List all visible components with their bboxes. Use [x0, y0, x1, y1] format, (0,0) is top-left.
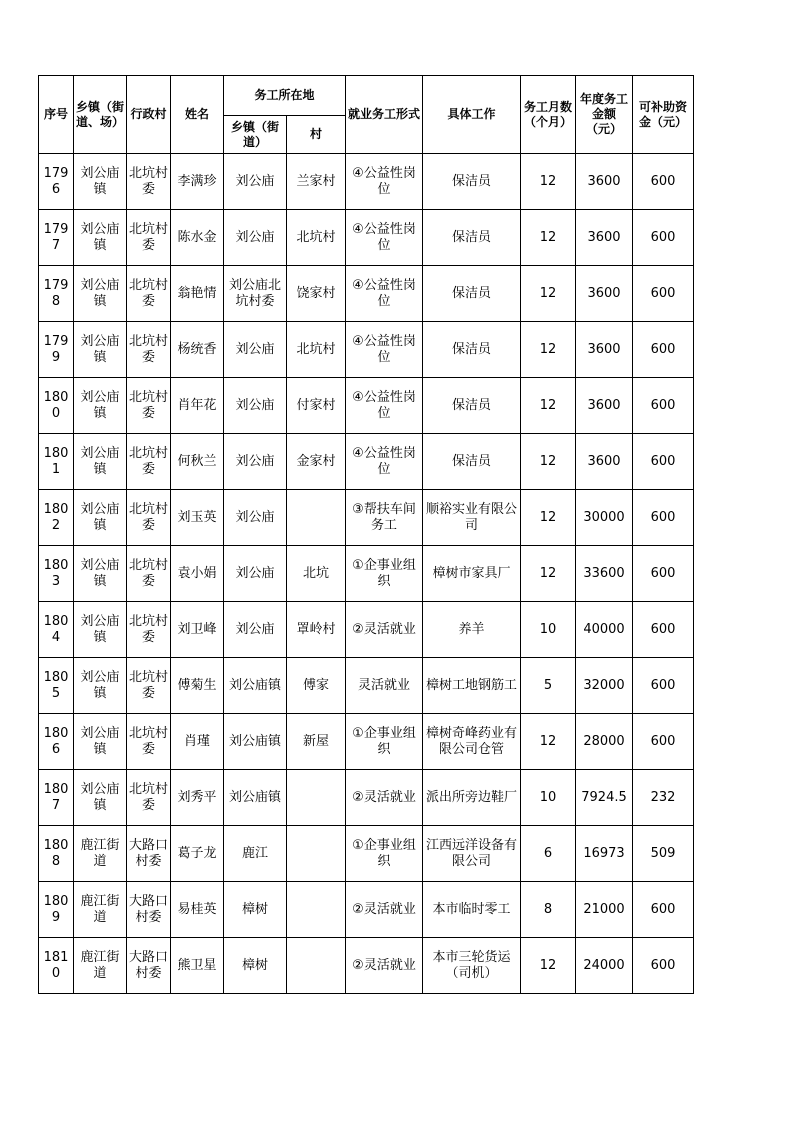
cell-work-town: 刘公庙镇	[224, 714, 287, 770]
cell-work-village: 兰家村	[287, 154, 346, 210]
table-row	[39, 826, 694, 882]
cell-seq: 1807	[39, 770, 74, 826]
header-income: 年度务工金额（元）	[576, 76, 633, 154]
table-row	[39, 378, 694, 434]
header-seq: 序号	[39, 76, 74, 154]
cell-subsidy: 600	[633, 602, 694, 658]
table-row	[39, 210, 694, 266]
cell-village: 北坑村委	[127, 434, 171, 490]
cell-subsidy: 600	[633, 378, 694, 434]
cell-town: 鹿江街道	[74, 826, 127, 882]
cell-form: ②灵活就业	[346, 938, 423, 994]
table-row	[39, 938, 694, 994]
cell-subsidy: 232	[633, 770, 694, 826]
cell-name: 翁艳情	[171, 266, 224, 322]
cell-village: 北坑村委	[127, 322, 171, 378]
cell-name: 何秋兰	[171, 434, 224, 490]
cell-seq: 1799	[39, 322, 74, 378]
cell-work-village	[287, 490, 346, 546]
cell-work-town: 刘公庙	[224, 602, 287, 658]
cell-seq: 1803	[39, 546, 74, 602]
cell-form: 灵活就业	[346, 658, 423, 714]
cell-village: 大路口村委	[127, 882, 171, 938]
cell-seq: 1797	[39, 210, 74, 266]
cell-job: 保洁员	[423, 154, 521, 210]
header-town: 乡镇（街道、场）	[74, 76, 127, 154]
cell-work-village: 北坑村	[287, 322, 346, 378]
cell-work-town: 刘公庙	[224, 210, 287, 266]
cell-subsidy: 600	[633, 546, 694, 602]
cell-job: 顺裕实业有限公司	[423, 490, 521, 546]
cell-job: 樟树市家具厂	[423, 546, 521, 602]
cell-work-town: 刘公庙镇	[224, 658, 287, 714]
cell-months: 12	[521, 154, 576, 210]
cell-work-town: 刘公庙	[224, 546, 287, 602]
cell-income: 3600	[576, 378, 633, 434]
table-row	[39, 770, 694, 826]
table-body	[39, 154, 694, 994]
cell-seq: 1804	[39, 602, 74, 658]
cell-work-town: 刘公庙镇	[224, 770, 287, 826]
header-name: 姓名	[171, 76, 224, 154]
cell-job: 樟树工地钢筋工	[423, 658, 521, 714]
cell-village: 北坑村委	[127, 546, 171, 602]
cell-work-village	[287, 882, 346, 938]
cell-name: 袁小娟	[171, 546, 224, 602]
cell-town: 刘公庙镇	[74, 210, 127, 266]
cell-form: ④公益性岗位	[346, 378, 423, 434]
cell-form: ②灵活就业	[346, 770, 423, 826]
cell-work-town: 刘公庙	[224, 490, 287, 546]
cell-seq: 1801	[39, 434, 74, 490]
cell-town: 刘公庙镇	[74, 490, 127, 546]
cell-subsidy: 600	[633, 938, 694, 994]
cell-form: ④公益性岗位	[346, 210, 423, 266]
cell-name: 肖年花	[171, 378, 224, 434]
cell-work-town: 刘公庙	[224, 378, 287, 434]
cell-seq: 1808	[39, 826, 74, 882]
cell-income: 3600	[576, 266, 633, 322]
cell-job: 保洁员	[423, 434, 521, 490]
header-work-place: 务工所在地	[224, 76, 346, 116]
cell-subsidy: 600	[633, 210, 694, 266]
cell-income: 40000	[576, 602, 633, 658]
table-row	[39, 882, 694, 938]
cell-months: 5	[521, 658, 576, 714]
cell-form: ②灵活就业	[346, 882, 423, 938]
cell-seq: 1810	[39, 938, 74, 994]
cell-seq: 1800	[39, 378, 74, 434]
cell-job: 本市临时零工	[423, 882, 521, 938]
header-village: 行政村	[127, 76, 171, 154]
table-row	[39, 434, 694, 490]
cell-subsidy: 600	[633, 154, 694, 210]
cell-months: 10	[521, 602, 576, 658]
cell-form: ②灵活就业	[346, 602, 423, 658]
header-work-town: 乡镇（街道）	[224, 116, 287, 154]
cell-village: 北坑村委	[127, 210, 171, 266]
cell-name: 陈水金	[171, 210, 224, 266]
cell-village: 北坑村委	[127, 658, 171, 714]
table-row	[39, 602, 694, 658]
cell-town: 刘公庙镇	[74, 714, 127, 770]
cell-subsidy: 600	[633, 434, 694, 490]
cell-income: 16973	[576, 826, 633, 882]
cell-income: 3600	[576, 434, 633, 490]
cell-job: 保洁员	[423, 210, 521, 266]
cell-work-village: 新屋	[287, 714, 346, 770]
cell-form: ④公益性岗位	[346, 266, 423, 322]
cell-town: 刘公庙镇	[74, 434, 127, 490]
cell-income: 33600	[576, 546, 633, 602]
cell-income: 21000	[576, 882, 633, 938]
cell-name: 肖瑾	[171, 714, 224, 770]
cell-work-town: 刘公庙北坑村委	[224, 266, 287, 322]
header-job: 具体工作	[423, 76, 521, 154]
cell-months: 8	[521, 882, 576, 938]
cell-months: 10	[521, 770, 576, 826]
cell-form: ④公益性岗位	[346, 154, 423, 210]
cell-work-village: 罩岭村	[287, 602, 346, 658]
cell-job: 保洁员	[423, 378, 521, 434]
cell-job: 樟树奇峰药业有限公司仓管	[423, 714, 521, 770]
cell-months: 12	[521, 210, 576, 266]
cell-work-village: 金家村	[287, 434, 346, 490]
cell-seq: 1805	[39, 658, 74, 714]
header-months: 务工月数（个月）	[521, 76, 576, 154]
cell-village: 北坑村委	[127, 154, 171, 210]
cell-work-town: 刘公庙	[224, 434, 287, 490]
cell-months: 12	[521, 546, 576, 602]
cell-town: 刘公庙镇	[74, 378, 127, 434]
cell-town: 鹿江街道	[74, 882, 127, 938]
cell-form: ④公益性岗位	[346, 434, 423, 490]
cell-seq: 1796	[39, 154, 74, 210]
cell-subsidy: 600	[633, 266, 694, 322]
table-row	[39, 266, 694, 322]
cell-months: 12	[521, 434, 576, 490]
table-row	[39, 490, 694, 546]
cell-town: 刘公庙镇	[74, 770, 127, 826]
cell-months: 12	[521, 378, 576, 434]
header-row-top	[39, 76, 694, 116]
cell-name: 葛子龙	[171, 826, 224, 882]
table-row	[39, 658, 694, 714]
cell-months: 12	[521, 714, 576, 770]
cell-seq: 1798	[39, 266, 74, 322]
header-subsidy: 可补助资金（元）	[633, 76, 694, 154]
subsidy-table	[38, 75, 694, 994]
cell-income: 7924.5	[576, 770, 633, 826]
table-row	[39, 546, 694, 602]
cell-village: 北坑村委	[127, 490, 171, 546]
cell-form: ①企事业组织	[346, 714, 423, 770]
cell-work-town: 刘公庙	[224, 322, 287, 378]
cell-months: 12	[521, 322, 576, 378]
cell-subsidy: 509	[633, 826, 694, 882]
cell-work-village: 付家村	[287, 378, 346, 434]
cell-subsidy: 600	[633, 490, 694, 546]
cell-town: 刘公庙镇	[74, 154, 127, 210]
cell-work-village: 饶家村	[287, 266, 346, 322]
cell-form: ④公益性岗位	[346, 322, 423, 378]
cell-work-town: 刘公庙	[224, 154, 287, 210]
cell-work-village	[287, 938, 346, 994]
cell-name: 刘玉英	[171, 490, 224, 546]
cell-job: 保洁员	[423, 322, 521, 378]
cell-months: 6	[521, 826, 576, 882]
cell-name: 李满珍	[171, 154, 224, 210]
table-row	[39, 322, 694, 378]
cell-village: 北坑村委	[127, 266, 171, 322]
cell-form: ③帮扶车间务工	[346, 490, 423, 546]
cell-village: 大路口村委	[127, 826, 171, 882]
header-form: 就业务工形式	[346, 76, 423, 154]
cell-income: 3600	[576, 210, 633, 266]
cell-income: 30000	[576, 490, 633, 546]
cell-name: 熊卫星	[171, 938, 224, 994]
cell-village: 大路口村委	[127, 938, 171, 994]
cell-town: 刘公庙镇	[74, 546, 127, 602]
header-work-village: 村	[287, 116, 346, 154]
cell-work-village: 傅家	[287, 658, 346, 714]
cell-months: 12	[521, 938, 576, 994]
cell-months: 12	[521, 266, 576, 322]
cell-subsidy: 600	[633, 714, 694, 770]
cell-name: 刘卫峰	[171, 602, 224, 658]
cell-town: 鹿江街道	[74, 938, 127, 994]
cell-form: ①企事业组织	[346, 546, 423, 602]
cell-job: 保洁员	[423, 266, 521, 322]
cell-form: ①企事业组织	[346, 826, 423, 882]
cell-name: 易桂英	[171, 882, 224, 938]
cell-village: 北坑村委	[127, 602, 171, 658]
cell-name: 傅菊生	[171, 658, 224, 714]
cell-job: 江西远洋设备有限公司	[423, 826, 521, 882]
cell-name: 刘秀平	[171, 770, 224, 826]
cell-work-town: 樟树	[224, 938, 287, 994]
cell-work-town: 鹿江	[224, 826, 287, 882]
cell-job: 本市三轮货运（司机）	[423, 938, 521, 994]
table-row	[39, 154, 694, 210]
cell-work-village	[287, 826, 346, 882]
cell-village: 北坑村委	[127, 714, 171, 770]
cell-income: 3600	[576, 322, 633, 378]
cell-town: 刘公庙镇	[74, 602, 127, 658]
cell-seq: 1809	[39, 882, 74, 938]
cell-work-village	[287, 770, 346, 826]
cell-work-village: 北坑村	[287, 210, 346, 266]
table-row	[39, 714, 694, 770]
cell-subsidy: 600	[633, 882, 694, 938]
cell-income: 3600	[576, 154, 633, 210]
cell-income: 24000	[576, 938, 633, 994]
cell-town: 刘公庙镇	[74, 658, 127, 714]
cell-seq: 1802	[39, 490, 74, 546]
cell-work-town: 樟树	[224, 882, 287, 938]
cell-job: 派出所旁边鞋厂	[423, 770, 521, 826]
cell-village: 北坑村委	[127, 378, 171, 434]
cell-subsidy: 600	[633, 658, 694, 714]
cell-town: 刘公庙镇	[74, 322, 127, 378]
cell-name: 杨统香	[171, 322, 224, 378]
cell-income: 28000	[576, 714, 633, 770]
cell-village: 北坑村委	[127, 770, 171, 826]
cell-subsidy: 600	[633, 322, 694, 378]
cell-seq: 1806	[39, 714, 74, 770]
cell-job: 养羊	[423, 602, 521, 658]
cell-work-village: 北坑	[287, 546, 346, 602]
cell-income: 32000	[576, 658, 633, 714]
cell-town: 刘公庙镇	[74, 266, 127, 322]
cell-months: 12	[521, 490, 576, 546]
